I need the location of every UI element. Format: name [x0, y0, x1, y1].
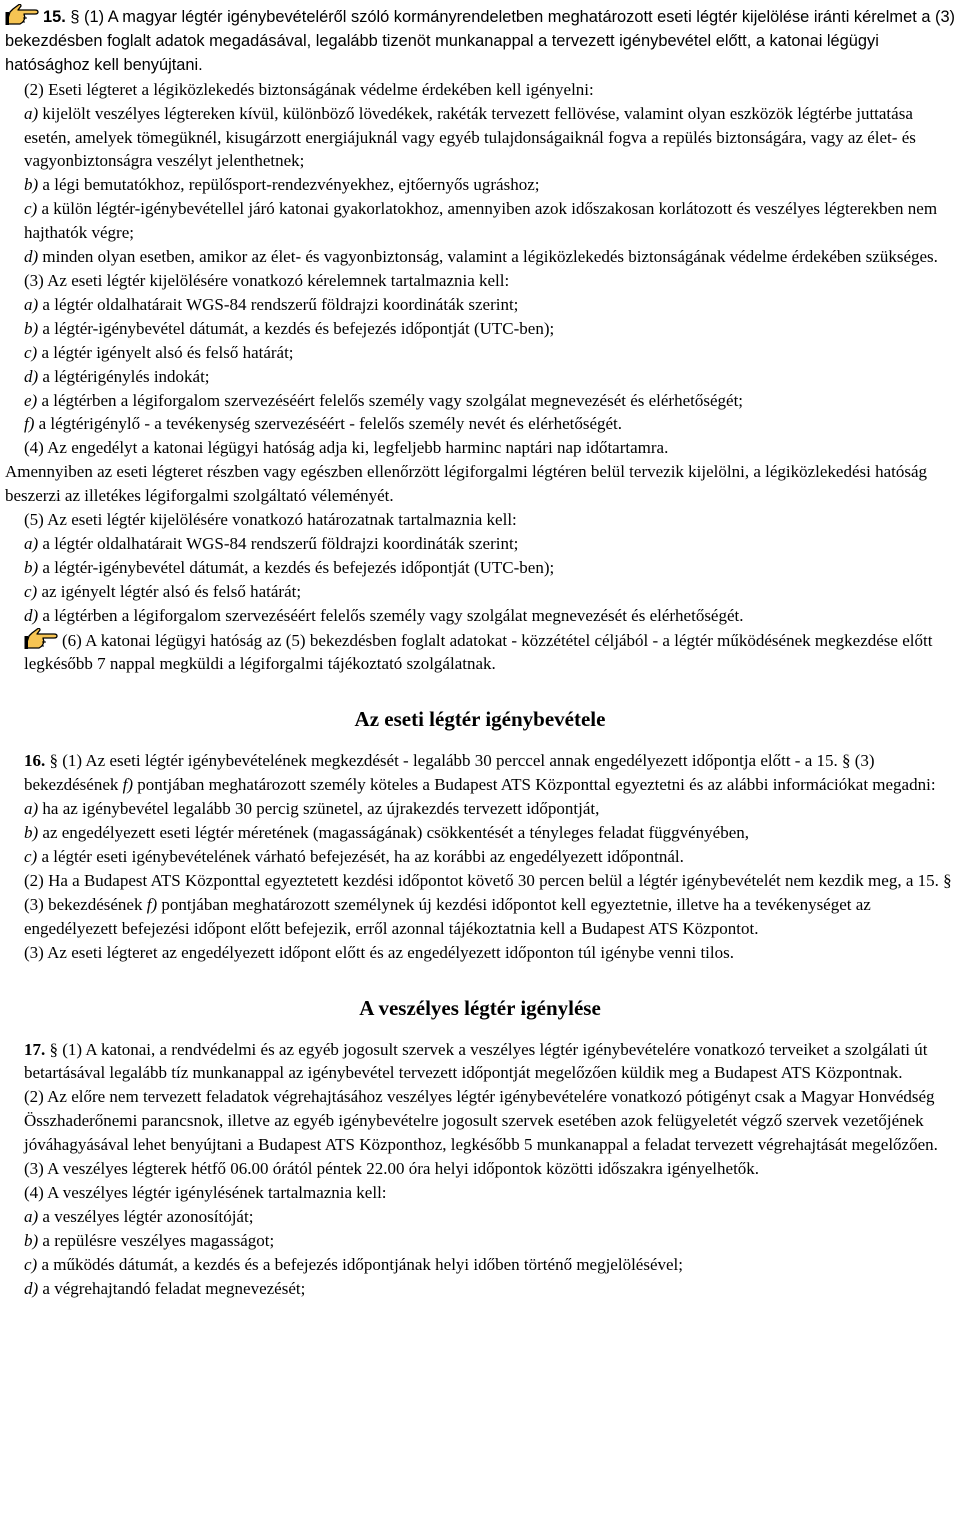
point-text: a légtér eseti igénybevételének várható befejezését, ha az korábbi az engedélyezett időpontnál.	[41, 847, 684, 866]
sec15-para2-a	[5, 102, 955, 174]
sec17-p3-text: (3) A veszélyes légterek hétfő 06.00 órától péntek 22.00 óra helyi időpontok közötti időszakra igényelhetők.	[24, 1159, 760, 1179]
point-text: a végrehajtandó feladat megnevezését;	[42, 1278, 306, 1298]
sec16-p2-text: (2) Ha a Budapest ATS Központtal egyeztetett kezdési időpontot követő 30 percen belül a légtér igénybevételét nem kezdik meg, a 15. § (3) bekezdésének	[24, 870, 952, 914]
sec17-para4-b	[5, 1229, 955, 1253]
section-sign: §	[70, 8, 80, 26]
point-text: a légi bemutatókhoz, repülősport-rendezvényekhez, ejtőernyős ugráshoz;	[42, 175, 540, 195]
point-text: a légtérigénylő - a tevékenység szervezéséért - felelős személy nevét és elérhetőségét.	[38, 414, 623, 434]
sec15-para4-continuation	[5, 460, 955, 508]
point-text: a veszélyes légtér azonosítóját;	[42, 1206, 254, 1226]
sec16-p3-text: (3) Az eseti légteret az engedélyezett időpont előtt és az engedélyezett időponton túl igénybe venni tilos.	[24, 942, 734, 962]
sec15-para5-a	[5, 532, 955, 556]
point-label: b)	[24, 175, 39, 195]
point-text: a légtér oldalhatárait WGS-84 rendszerű földrajzi koordináták szerint;	[42, 533, 519, 553]
sec15-para3-f	[5, 412, 955, 436]
point-label: c)	[24, 581, 38, 601]
section-number: 17.	[24, 1039, 46, 1059]
sec15-para3-e	[5, 389, 955, 413]
sec16-para1-a	[5, 797, 955, 821]
point-label: a)	[24, 799, 39, 819]
point-label: a)	[24, 533, 39, 553]
sec17-para3	[5, 1157, 955, 1181]
point-text: a légtérben a légiforgalom szervezéséért felelős személy vagy szolgálat megnevezését és elérhetőségét.	[42, 605, 744, 625]
sec15-p4b-text: Amennyiben az eseti légteret részben vagy egészben ellenőrzött légiforgalmi légtéren belül tervezik kijelölni, a légiközlekedési hatóság beszerzi az illetékes légiforgalmi szolgáltató véleményét.	[5, 462, 928, 506]
point-label: c)	[24, 1254, 38, 1274]
sec15-para6	[5, 628, 955, 677]
point-text: kijelölt veszélyes légtereken kívül, különböző lövedékek, rakéták tervezett fellövése, valamint olyan eszközök légtérbe juttatása esetén, amelyek tömegüknél, kisugárzott energiájuknál vagy egyéb tulajdonságaiknál fogva a repülés biztonságára, vagy az élet- és vagyonbiztonságra veszélyt jelenthetnek;	[24, 103, 916, 171]
sec15-para1	[5, 4, 955, 78]
sec15-para2-d	[5, 245, 955, 269]
sec16-p1-text: (1) Az eseti légtér igénybevételének megkezdését - legalább 30 perccel annak engedélyezett időpontja előtt - a 15. § (3) bekezdésének	[24, 751, 875, 795]
sec15-para3-c	[5, 341, 955, 365]
sec16-p1-text-cont: pontjában meghatározott személy köteles a Budapest ATS Központtal egyeztetni és az alábbi információkat megadni:	[137, 775, 936, 795]
sec16-p2-text-cont: pontjában meghatározott személynek új kezdési időpontot kell egyeztetnie, illetve ha a tevékenységet az engedélyezett befejezési időpont előtt befejezik, erről azonnal tájékoztatnia kell a Budapest ATS Központot.	[24, 894, 871, 938]
point-label: b)	[24, 823, 39, 843]
point-label: c)	[24, 847, 38, 866]
sec17-para4-c	[5, 1253, 955, 1277]
sec15-para2	[5, 78, 955, 102]
point-text: a légtér oldalhatárait WGS-84 rendszerű földrajzi koordináták szerint;	[42, 294, 519, 314]
sec17-para4-d	[5, 1277, 955, 1301]
point-label: d)	[24, 247, 39, 267]
sec16-para2	[5, 869, 955, 941]
point-reference: f)	[122, 775, 134, 795]
sec17-p4-text: (4) A veszélyes légtér igénylésének tartalmaznia kell:	[24, 1182, 387, 1202]
point-text: a külön légtér-igénybevétellel járó katonai gyakorlatokhoz, amennyiben azok időszakosan korlátozott és veszélyes légterekben nem hajthatók végre;	[24, 199, 938, 243]
point-label: c)	[24, 342, 38, 362]
sec15-para4	[5, 436, 955, 460]
sec15-para5-c	[5, 580, 955, 604]
sec17-para4	[5, 1181, 955, 1205]
point-text: ha az igénybevétel legalább 30 percig szünetel, az újrakezdés tervezett időpontját,	[42, 799, 600, 819]
point-text: a légtérben a légiforgalom szervezéséért felelős személy vagy szolgálat megnevezését és elérhetőségét;	[41, 390, 744, 410]
point-text: az engedélyezett eseti légtér méretének (magasságának) csökkentését a tényleges feladat függvényében,	[42, 823, 749, 843]
point-label: f)	[24, 414, 35, 434]
sec15-p4-text: (4) Az engedélyt a katonai légügyi hatóság adja ki, legfeljebb harminc naptári nap időtartamra.	[24, 438, 669, 458]
sec15-p2-text: (2) Eseti légteret a légiközlekedés biztonságának védelme érdekében kell igényelni:	[24, 79, 594, 99]
section-number: 15.	[43, 8, 66, 26]
point-label: e)	[24, 390, 38, 410]
sec17-para1	[5, 1038, 955, 1086]
point-text: a légtér-igénybevétel dátumát, a kezdés és befejezés időpontját (UTC-ben);	[42, 557, 555, 577]
sec15-para5-d	[5, 604, 955, 628]
point-text: a légtérigénylés indokát;	[42, 366, 210, 386]
point-text: a repülésre veszélyes magasságot;	[42, 1230, 275, 1250]
point-text: a működés dátumát, a kezdés és a befejezés időpontjának helyi időben történő megjelölésével;	[41, 1254, 683, 1274]
sec15-p3-text: (3) Az eseti légtér kijelölésére vonatkozó kérelemnek tartalmaznia kell:	[24, 270, 510, 290]
point-label: a)	[24, 1206, 39, 1226]
pointing-hand-icon	[24, 628, 60, 650]
sec15-para3-d	[5, 365, 955, 389]
sec15-para2-c	[5, 197, 955, 245]
sec15-para2-b	[5, 173, 955, 197]
point-text: az igényelt légtér alsó és felső határát;	[41, 581, 302, 601]
point-reference: f)	[146, 894, 158, 914]
point-text: a légtér igényelt alsó és felső határát;	[41, 342, 294, 362]
point-label: d)	[24, 1278, 39, 1298]
section-sign: §	[49, 751, 58, 771]
point-label: a)	[24, 294, 39, 314]
sec16-para1-b	[5, 821, 955, 845]
sec17-para2	[5, 1085, 955, 1157]
sec15-para5	[5, 508, 955, 532]
point-label: b)	[24, 1230, 39, 1250]
point-label: b)	[24, 318, 39, 338]
sec15-p1-text: (1) A magyar légtér igénybevételéről szóló kormányrendeletben meghatározott eseti légtér kijelölése iránti kérelmet a (3) bekezdésben foglalt adatok megadásával, legalább tizenöt munkanappal a tervezett igénybevétel előtt, a katonai légügyi hatósághoz kell benyújtani.	[5, 8, 956, 74]
sec15-p6-text: (6) A katonai légügyi hatóság az (5) bekezdésben foglalt adatokat - közzététel céljából - a légtér működésének megkezdése előtt legkésőbb 7 nappal megküldi a légiforgalmi tájékoztató szolgálatnak.	[24, 630, 933, 674]
point-label: a)	[24, 103, 39, 123]
point-label: c)	[24, 199, 38, 219]
sec16-para1	[5, 749, 955, 797]
point-text: a légtér-igénybevétel dátumát, a kezdés és befejezés időpontját (UTC-ben);	[42, 318, 555, 338]
heading-veszelyes-legter-igenylese: A veszélyes légtér igénylése	[359, 995, 601, 1020]
heading-eseti-legter-igenybevetele: Az eseti légtér igénybevétele	[354, 707, 606, 732]
sec16-para3	[5, 941, 955, 965]
sec15-para5-b	[5, 556, 955, 580]
point-label: d)	[24, 366, 39, 386]
sec16-para1-c	[5, 845, 955, 869]
section-sign: §	[49, 1039, 58, 1059]
sec15-para3	[5, 269, 955, 293]
sec17-p2-text: (2) Az előre nem tervezett feladatok végrehajtásához veszélyes légtér igénybevételére vonatkozó pótigényt csak a Magyar Honvédség Összhaderőnemi parancsnok, illetve az egyéb igénybevételre jogosult szervek esetében azok felügyeletét végző szervek vezetőjének jóváhagyásával lehet benyújtani a Budapest ATS Központhoz, legkésőbb 5 munkanappal a feladat tervezett végrehajtását megelőzően.	[24, 1087, 938, 1155]
point-label: d)	[24, 605, 39, 625]
point-text: minden olyan esetben, amikor az élet- és vagyonbiztonság, valamint a légiközlekedés biztonságának védelme érdekében szükséges.	[42, 247, 938, 267]
sec15-para3-a	[5, 293, 955, 317]
point-label: b)	[24, 557, 39, 577]
sec17-para4-a	[5, 1205, 955, 1229]
sec15-para3-b	[5, 317, 955, 341]
sec15-p5-text: (5) Az eseti légtér kijelölésére vonatkozó határozatnak tartalmaznia kell:	[24, 510, 517, 530]
section-number: 16.	[24, 751, 46, 771]
sec17-p1-text: (1) A katonai, a rendvédelmi és az egyéb jogosult szervek a veszélyes légtér igénybevételére vonatkozó terveiket a szolgálati út betartásával legalább tíz munkanappal az igénybevétel tervezett időpontját megelőzően küldik meg a Budapest ATS Központnak.	[24, 1039, 928, 1083]
pointing-hand-icon	[5, 4, 41, 26]
